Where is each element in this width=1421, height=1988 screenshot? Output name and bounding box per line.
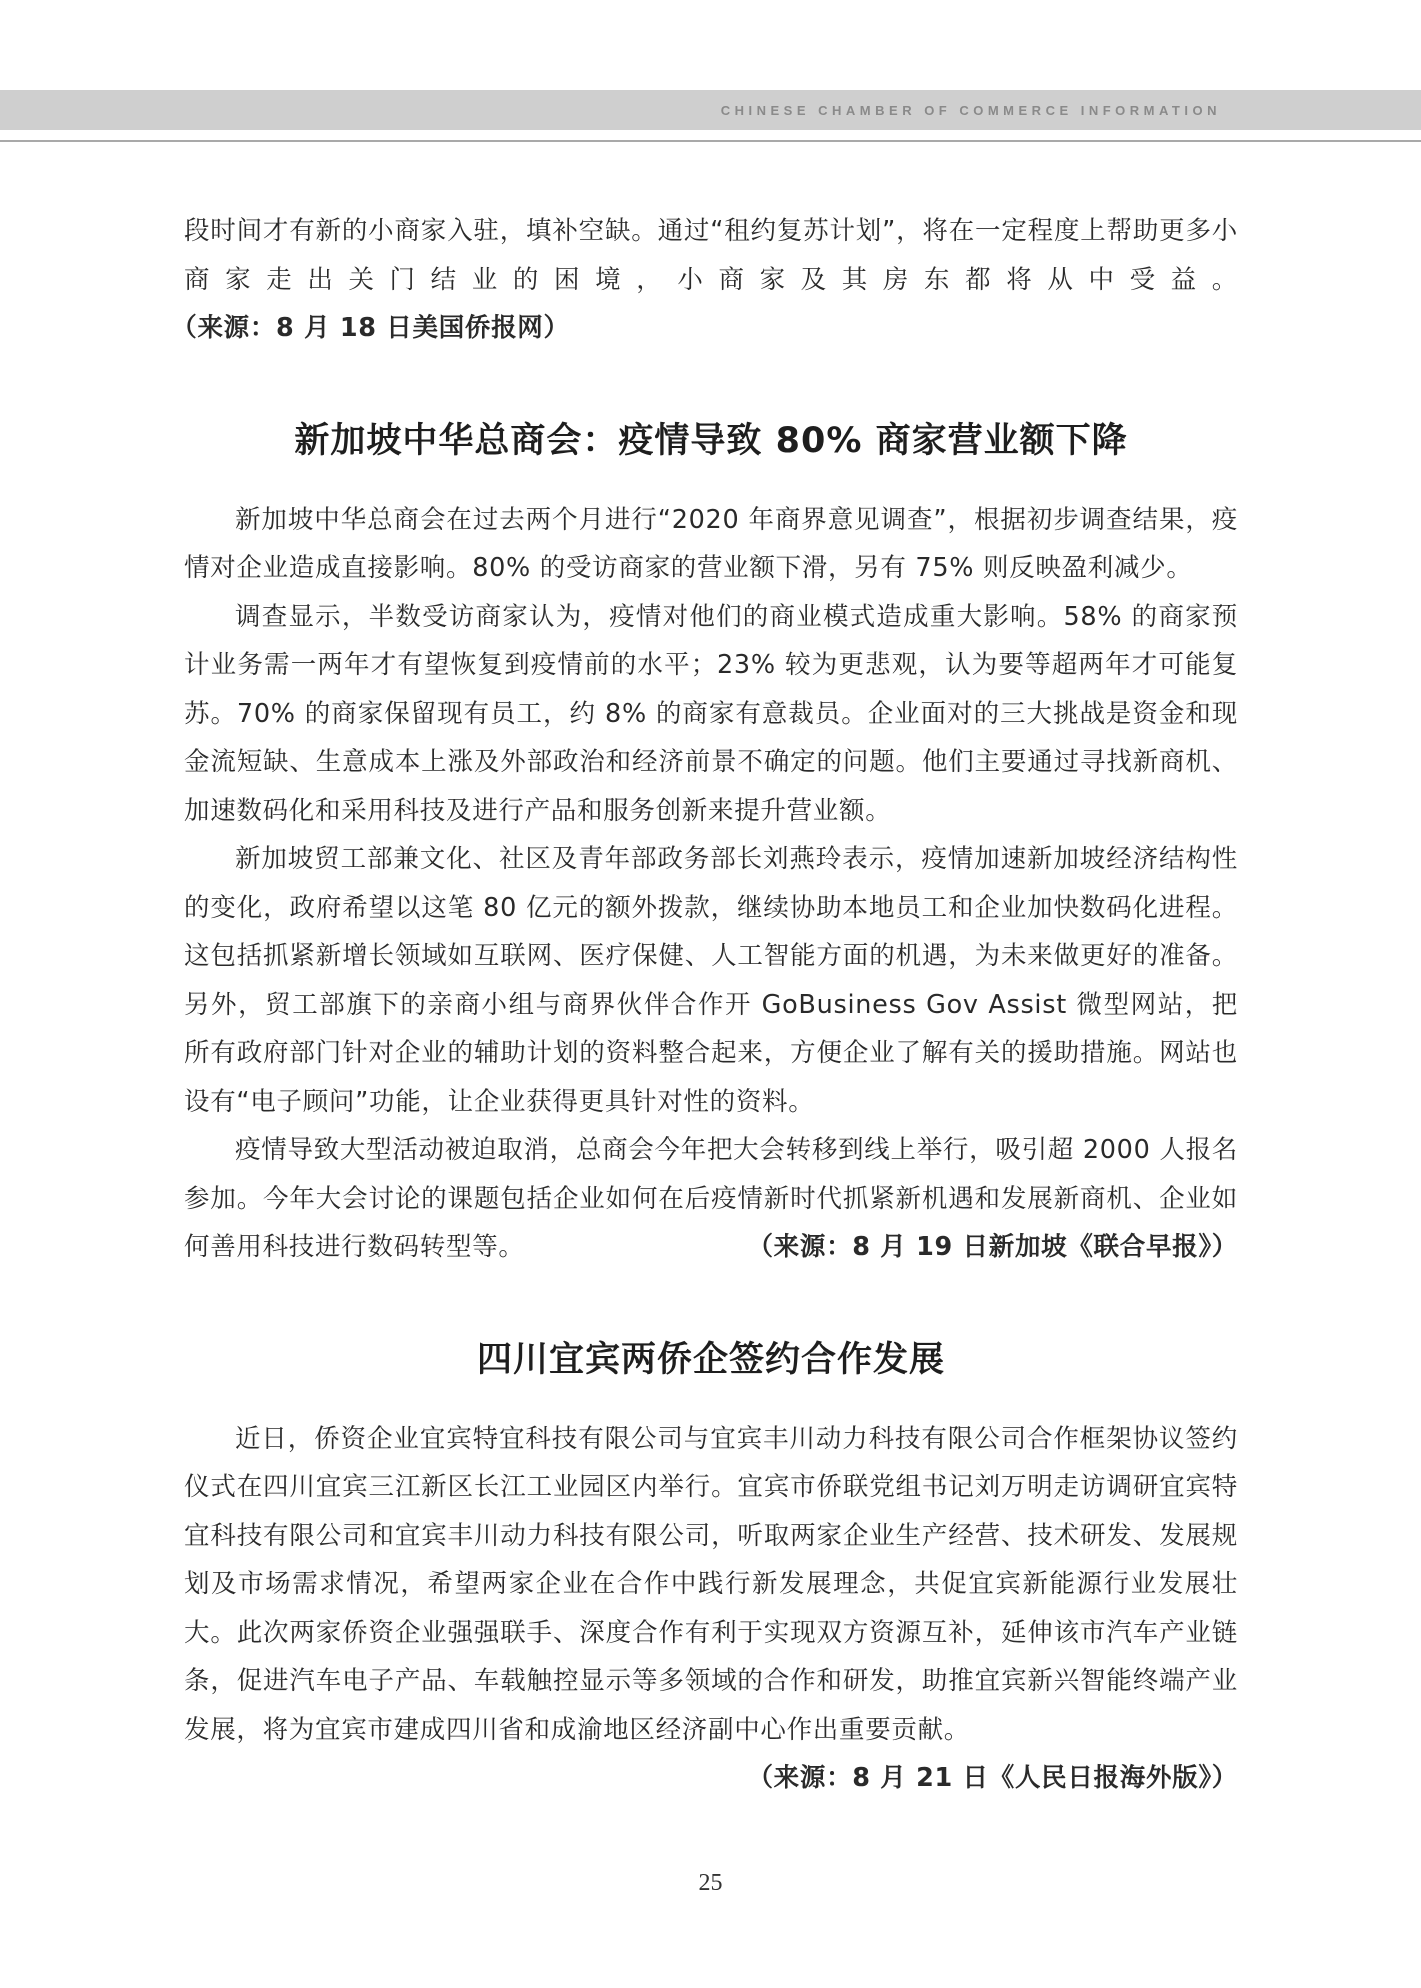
page-number: 25 (698, 1870, 723, 1896)
intro-paragraph (184, 207, 1238, 353)
article1-paragraph-3: 新加坡贸工部兼文化、社区及青年部政务部长刘燕玲表示，疫情加速新加坡经济结构性的变化，政府希望以这笔 80 亿元的额外拨款，继续协助本地员工和企业加快数码化进程。这包括抓紧新增长领域如互联网、医疗保健、人工智能方面的机遇，为未来做更好的准备。另外，贸工部旗下的亲商小组与商界伙伴合作开 GoBusiness Gov Assist 微型网站，把所有政府部门针对企业的辅助计划的资料整合起来，方便企业了解有关的援助措施。网站也设有“电子顾问”功能，让企业获得更具针对性的资料。 (184, 844, 1238, 1117)
article1-source: （来源：8 月 19 日新加坡《联合早报》） (747, 1232, 1238, 1262)
page-content (184, 207, 1238, 1803)
article2-source: （来源：8 月 21 日《人民日报海外版》） (747, 1763, 1238, 1793)
article2-title: 四川宜宾两侨企签约合作发展 (476, 1339, 945, 1380)
article1-paragraph-4-text: 疫情导致大型活动被迫取消，总商会今年把大会转移到线上举行，吸引超 2000 人报名参加。今年大会讨论的课题包括企业如何在后疫情新时代抓紧新机遇和发展新商机、企业如何善用科技进行数码转型等。 (184, 1135, 1238, 1262)
article1-paragraph-4 (184, 1126, 1238, 1272)
header-divider (0, 140, 1421, 142)
article1-title: 新加坡中华总商会：疫情导致 80% 商家营业额下降 (294, 420, 1128, 461)
running-header: CHINESE CHAMBER OF COMMERCE INFORMATION (720, 103, 1221, 118)
intro-text: 段时间才有新的小商家入驻，填补空缺。通过“租约复苏计划”，将在一定程度上帮助更多小商家走出关门结业的困境，小商家及其房东都将从中受益。 (184, 216, 1238, 295)
article2-paragraph-1: 近日，侨资企业宜宾特宜科技有限公司与宜宾丰川动力科技有限公司合作框架协议签约仪式在四川宜宾三江新区长江工业园区内举行。宜宾市侨联党组书记刘万明走访调研宜宾特宜科技有限公司和宜宾丰川动力科技有限公司，听取两家企业生产经营、技术研发、发展规划及市场需求情况，希望两家企业在合作中践行新发展理念，共促宜宾新能源行业发展壮大。此次两家侨资企业强强联手、深度合作有利于实现双方资源互补，延伸该市汽车产业链条，促进汽车电子产品、车载触控显示等多领域的合作和研发，助推宜宾新兴智能终端产业发展，将为宜宾市建成四川省和成渝地区经济副中心作出重要贡献。 (184, 1423, 1238, 1745)
article1-paragraph-2: 调查显示，半数受访商家认为，疫情对他们的商业模式造成重大影响。58% 的商家预计业务需一两年才有望恢复到疫情前的水平；23% 较为更悲观，认为要等超两年才可能复苏。70% 的商家保留现有员工，约 8% 的商家有意裁员。企业面对的三大挑战是资金和现金流短缺、生意成本上涨及外部政治和经济前景不确定的问题。他们主要通过寻找新商机、加速数码化和采用科技及进行产品和服务创新来提升营业额。 (184, 601, 1238, 826)
intro-source: （来源：8 月 18 日美国侨报网） (184, 313, 570, 343)
article1-paragraph-1: 新加坡中华总商会在过去两个月进行“2020 年商界意见调查”，根据初步调查结果，疫情对企业造成直接影响。80% 的受访商家的营业额下滑，另有 75% 则反映盈利减少。 (184, 504, 1238, 583)
